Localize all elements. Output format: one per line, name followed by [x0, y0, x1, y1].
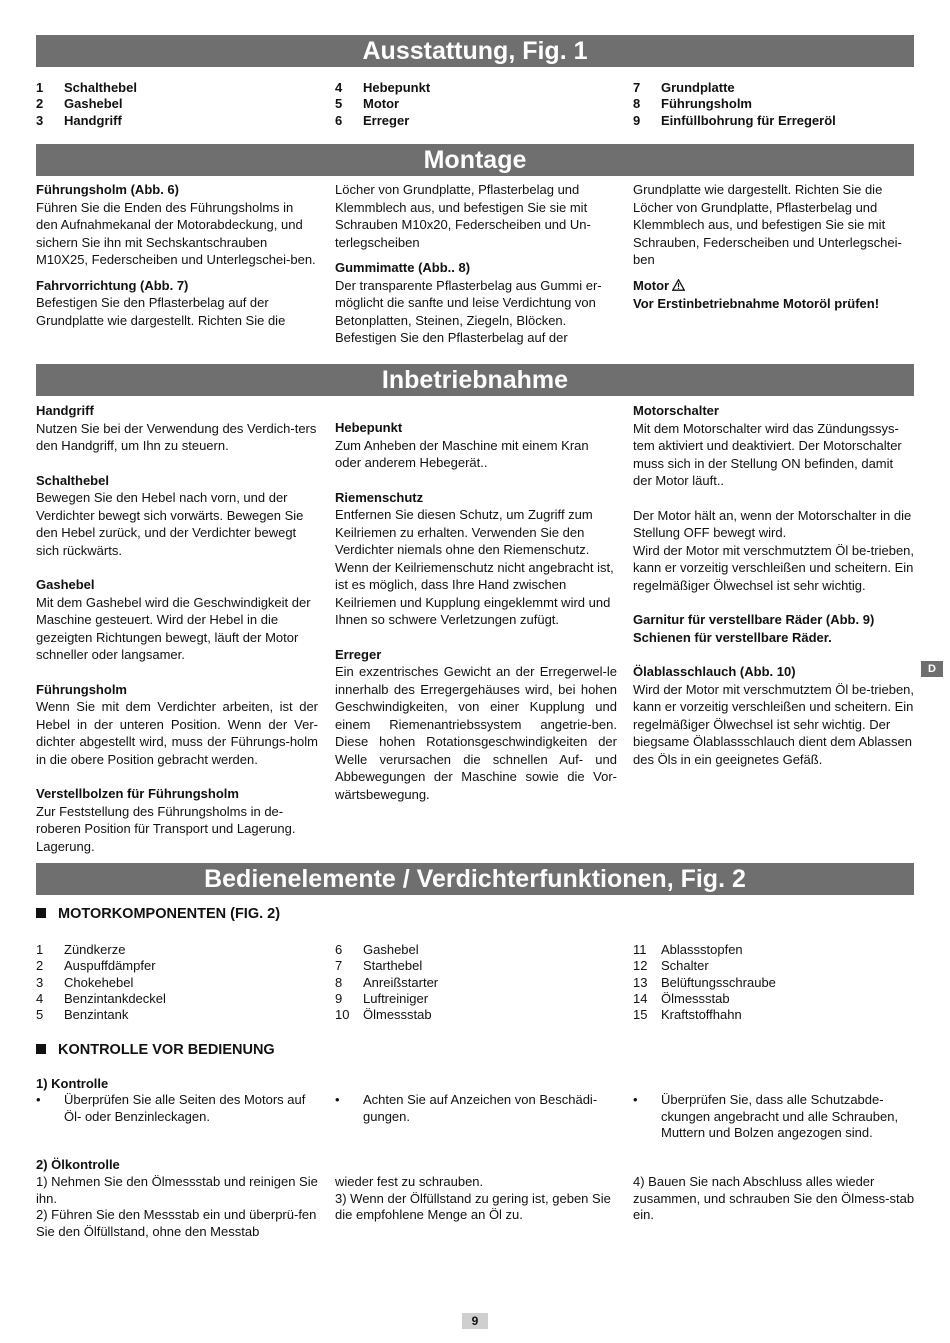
paragraph: Ein exzentrisches Gewicht an der Erregerwel-le innerhalb des Erregergehäuses wird, bei hohen Geschwindigkeiten, von einer Kupplung und einem Riemenantriebssystem angetrie-ben. Diese hohen Rotationsgeschwindigkeiten der Welle verursachen die schnellen Auf- und Abbewegungen der Maschine sowie die Vor-wärtsbewegung.	[335, 664, 617, 802]
list-item: 3 Handgriff	[36, 112, 122, 128]
montage-col1	[36, 181, 318, 329]
paragraph: Wird der Motor mit verschmutztem Öl be-trieben, kann er vorzeitig verschleißen und scheitern. Ein regelmäßiger Ölwechsel ist sehr wichtig. Der biegsame Ölablassschlauch dient dem Ablassen des Öls in ein geeignetes Gefäß.	[633, 681, 915, 767]
bullet-text: Überprüfen Sie, dass alle Schutzabde-ckungen angebracht und alle Schrauben, Muttern und Bolzen angezogen sind.	[661, 1092, 899, 1140]
paragraph: Der Motor hält an, wenn der Motorschalter in die Stellung OFF bewegt wird.	[633, 507, 912, 540]
list-item: 13 Belüftungsschraube	[633, 974, 776, 990]
heading: 2) Ölkontrolle	[36, 1157, 120, 1172]
oelkontrolle-col3	[633, 1174, 915, 1224]
bullet-text: Achten Sie auf Anzeichen von Beschädi-gungen.	[363, 1092, 598, 1124]
list-item: 10 Ölmessstab	[335, 1007, 432, 1023]
motorkomponenten-col3	[633, 942, 776, 1023]
heading: 1) Kontrolle	[36, 1076, 109, 1091]
paragraph: Führen Sie die Enden des Führungsholms in den Aufnahmekanal der Motorabdeckung, und sichern Sie ihn mit Sechskantschrauben M10X25, Federscheiben und Unterlegschei-ben.	[36, 199, 316, 267]
warning-icon	[672, 278, 685, 296]
motorkomponenten-col2	[335, 942, 438, 1023]
list-item: 1 Schalthebel	[36, 80, 137, 95]
list-item: 3 Chokehebel	[36, 974, 134, 990]
heading: Motorschalter	[633, 403, 719, 418]
paragraph: Nutzen Sie bei der Verwendung des Verdich-ters den Handgriff, um Ihn zu steuern.	[36, 420, 317, 453]
oelkontrolle-col2	[335, 1174, 617, 1224]
heading: Hebepunkt	[335, 420, 403, 435]
list-item: 2 Gashebel	[36, 96, 123, 112]
check-bullet-1	[36, 1092, 321, 1125]
ausstattung-list-col3	[633, 80, 836, 129]
paragraph: 4) Bauen Sie nach Abschluss alles wieder zusammen, und schrauben Sie den Ölmess-stab ein.	[633, 1174, 915, 1222]
heading: Führungsholm (Abb. 6)	[36, 182, 179, 197]
heading: Riemenschutz	[335, 489, 424, 505]
heading: Gashebel	[36, 577, 95, 592]
list-item: 9 Einfüllbohrung für Erregeröl	[633, 112, 836, 128]
check-bullet-2	[335, 1092, 615, 1125]
list-item: 11 Ablassstopfen	[633, 942, 743, 957]
paragraph: Wird der Motor mit verschmutztem Öl be-trieben, kann er vorzeitig verschleißen und scheitern. Ein regelmäßiger Ölwechsel ist sehr wichtig.	[633, 542, 915, 593]
paragraph: 3) Wenn der Ölfüllstand zu gering ist, geben Sie die empfohlene Menge an Öl zu.	[335, 1190, 611, 1222]
paragraph: Zum Anheben der Maschine mit einem Kran oder anderem Hebegerät..	[335, 437, 589, 470]
list-item: 4 Benzintankdeckel	[36, 990, 166, 1006]
section-title-montage: Montage	[36, 144, 914, 176]
heading: Motor	[633, 277, 915, 296]
list-item: 12 Schalter	[633, 958, 709, 974]
heading: Ölablasschlauch (Abb. 10)	[633, 664, 796, 679]
paragraph: Der transparente Pflasterbelag aus Gummi er-möglicht die sanfte und leise Verdichtung von Betonplatten, Steinen, Ziegeln, Blöcken. Befestigen Sie den Pflasterbelag auf der	[335, 277, 602, 345]
heading: Gummimatte (Abb.. 8)	[335, 260, 471, 275]
language-tab: D	[921, 661, 943, 677]
warning-text: Vor Erstinbetriebnahme Motoröl prüfen!	[633, 296, 880, 311]
bullet-icon: •	[36, 1092, 41, 1107]
heading: Fahrvorrichtung (Abb. 7)	[36, 277, 189, 293]
paragraph: Mit dem Motorschalter wird das Zündungssys-tem aktiviert und deaktiviert. Der Motorschalter muss sich in der Stellung ON befinden, damit der Motor läuft..	[633, 420, 902, 488]
paragraph: Löcher von Grundplatte, Pflasterbelag und Klemmblech aus, und befestigen Sie sie mit Schrauben M10x20, Federscheiben und Un-terlegscheiben	[335, 182, 591, 250]
paragraph: wieder fest zu schrauben.	[335, 1174, 484, 1189]
square-bullet-icon	[36, 1044, 46, 1054]
bullet-icon: •	[335, 1092, 340, 1107]
list-item: 8 Anreißstarter	[335, 974, 439, 990]
list-item: 4 Hebepunkt	[335, 80, 431, 95]
montage-col2	[335, 181, 617, 347]
heading: Handgriff	[36, 403, 94, 418]
list-item: 15 Kraftstoffhahn	[633, 1007, 742, 1023]
list-item: 8 Führungsholm	[633, 96, 752, 112]
heading: Verstellbolzen für Führungsholm	[36, 786, 239, 801]
subsection-title: KONTROLLE VOR BEDIENUNG	[36, 1041, 275, 1059]
bullet-icon: •	[633, 1092, 638, 1107]
list-item: 7 Grundplatte	[633, 80, 735, 95]
paragraph: Wenn Sie mit dem Verdichter arbeiten, ist der Hebel in der unteren Position. Wenn der Ver-dichter abgestellt wird, muss der Führungs-holm in die obere Position gebracht werden.	[36, 699, 318, 767]
list-item: 7 Starthebel	[335, 958, 423, 974]
square-bullet-icon	[36, 908, 46, 918]
inbetrieb-col3	[633, 402, 915, 768]
list-item: 2 Auspuffdämpfer	[36, 958, 156, 974]
paragraph: 1) Nehmen Sie den Ölmessstab und reinigen Sie ihn.	[36, 1174, 318, 1206]
list-item: 1 Zündkerze	[36, 942, 126, 957]
page-number: 9	[462, 1313, 488, 1329]
paragraph: Zur Feststellung des Führungsholms in de-roberen Position für Transport und Lagerung. Lagerung.	[36, 803, 296, 854]
list-item: 6 Erreger	[335, 112, 410, 128]
heading: Garnitur für verstellbare Räder (Abb. 9)	[633, 612, 875, 627]
section-title-inbetriebnahme: Inbetriebnahme	[36, 364, 914, 396]
list-item: 9 Luftreiniger	[335, 990, 429, 1006]
bullet-text: Überprüfen Sie alle Seiten des Motors auf Öl- oder Benzinleckagen.	[64, 1092, 306, 1124]
paragraph: Grundplatte wie dargestellt. Richten Sie die Löcher von Grundplatte, Pflasterbelag und Klemmblech aus, und befestigen Sie sie mit Schrauben, Federscheiben und Unterlegschei-ben	[633, 182, 902, 267]
list-item: 5 Benzintank	[36, 1007, 129, 1023]
list-item: 6 Gashebel	[335, 942, 419, 957]
paragraph: Bewegen Sie den Hebel nach vorn, und der Verdichter bewegt sich vorwärts. Bewegen Sie den Hebel zurück, und der Verdichter bewegt sich rückwärts.	[36, 490, 304, 558]
paragraph: Mit dem Gashebel wird die Geschwindigkeit der Maschine gesteuert. Wird der Hebel in die gezeigten Richtungen bewegt, läuft der Motor schneller oder langsamer.	[36, 594, 311, 662]
ausstattung-list-col1	[36, 80, 137, 129]
ausstattung-list-col2	[335, 80, 430, 129]
check-bullet-3	[633, 1092, 915, 1142]
motorkomponenten-col1	[36, 942, 166, 1023]
heading: Schienen für verstellbare Räder.	[633, 629, 832, 645]
heading: Schalthebel	[36, 472, 109, 488]
heading: Führungsholm	[36, 681, 127, 697]
paragraph: Befestigen Sie den Pflasterbelag auf der Grundplatte wie dargestellt. Richten Sie die	[36, 295, 286, 328]
list-item: 14 Ölmessstab	[633, 990, 730, 1006]
heading: Erreger	[335, 646, 382, 662]
montage-col3	[633, 181, 915, 313]
subsection-title: MOTORKOMPONENTEN (FIG. 2)	[36, 905, 280, 923]
section-title-ausstattung: Ausstattung, Fig. 1	[36, 35, 914, 67]
list-item: 5 Motor	[335, 96, 400, 112]
inbetrieb-col2	[335, 419, 617, 803]
section-title-bedienelemente: Bedienelemente / Verdichterfunktionen, Fig. 2	[36, 863, 914, 895]
inbetrieb-col1	[36, 402, 318, 855]
paragraph: 2) Führen Sie den Messstab ein und überprü-fen Sie den Ölfüllstand, ohne den Messtab	[36, 1207, 317, 1239]
paragraph: Entfernen Sie diesen Schutz, um Zugriff zum Keilriemen zu erhalten. Verwenden Sie den Verdichter niemals ohne den Riemenschutz. Wenn der Keilriemenschutz nicht angebracht ist, ist es möglich, dass Ihre Hand zwischen Keilriemen und Kupplung eingeklemmt wird und Ihnen so schwere Verletzungen zufügt.	[335, 507, 614, 627]
oelkontrolle-col1	[36, 1174, 318, 1240]
